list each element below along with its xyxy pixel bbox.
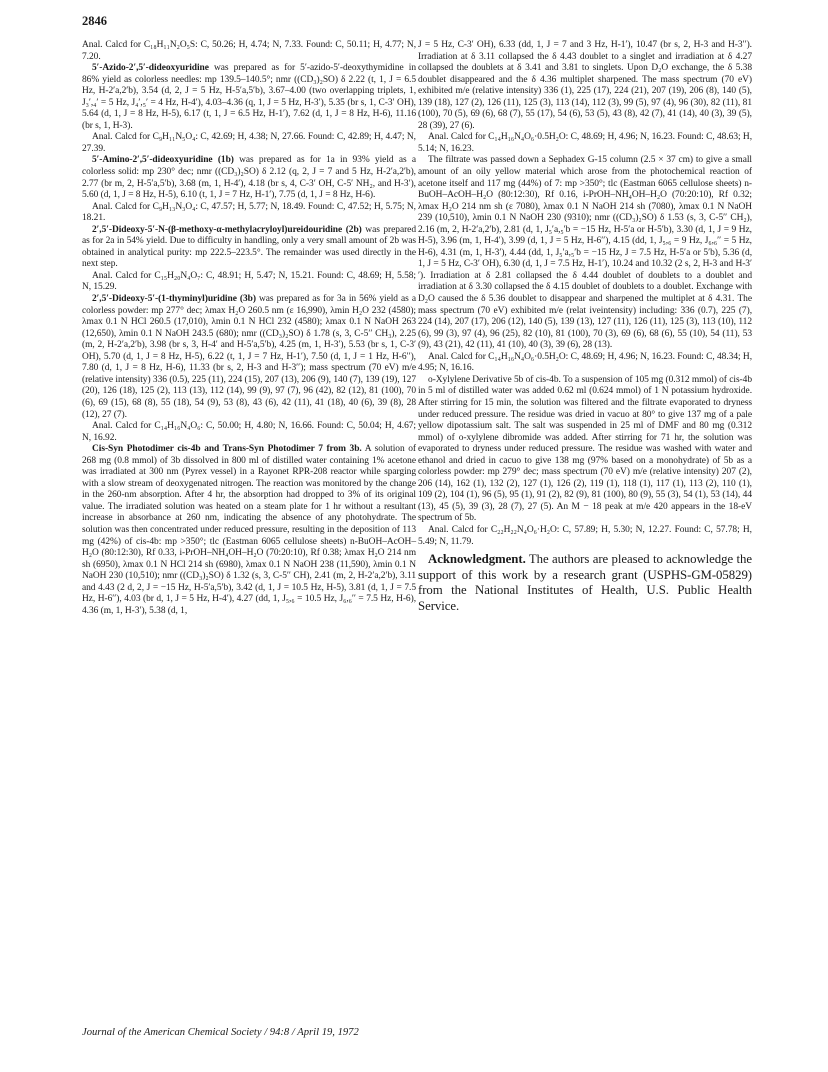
journal-footer: Journal of the American Chemical Society / 94:8 / April 19, 1972: [82, 1027, 359, 1038]
compound-heading: 5′-Amino-2′,5′-dideoxyuridine (1b): [92, 155, 234, 166]
paragraph: J = 5 Hz, C-3′ OH), 6.33 (dd, 1, J = 7 and 3 Hz, H-1′), 10.47 (br s, 2, H-3 and H-3′′). Irradiation at δ 3.11 collapsed the δ 4.43 doublet to a singlet and irradiation at δ 4.27 collapsed the doublets at δ 3.41 and 3.81 to singlets. Upon D₂O exchange, the δ 5.38 doublet disappeared and the δ 4.36 multiplet sharpened. The mass spectrum (70 eV) exhibited m/e (relative intensity) 336 (1), 225 (17), 224 (21), 207 (19), 206 (8), 140 (5), 139 (18), 127 (2), 126 (11), 125 (3), 113 (14), 112 (3), 99 (5), 97 (4), 96 (30), 82 (11), 81 (100), 70 (5), 69 (6), 68 (7), 55 (17), 54 (6), 53 (5), 43 (8), 42 (7), 41 (14), 40 (3), 39 (5), 28 (39), 27 (6).: [418, 40, 752, 131]
paragraph: Anal. Calcd for C₉H₁₁N₅O₄: C, 42.69; H, 4.38; N, 27.66. Found: C, 42.89; H, 4.47; N, 27.39.: [82, 132, 416, 154]
paragraph: o-Xylylene Derivative 5b of cis-4b. To a suspension of 105 mg (0.312 mmol) of cis-4b in 5 ml of distilled water was added 0.62 ml (0.624 mmol) of 1 N potassium hydroxide. After stirring for 15 min, the solution was filtered and the filtrate evaporated to dryness under reduced pressure. The residue was dried in vacuo at 80° to give 137 mg of a pale yellow dipotassium salt. The salt was suspended in 25 ml of DMF and 80 mg (0.312 mmol) of o-xylylene dibromide was added. After stirring for 71 hr, the solution was evaporated to dryness under reduced pressure. The residue was washed with water and ethanol and dried in cacuo to give 138 mg (97% based on a monohydrate) of 5b as a colorless powder: mp 279° dec; mass spectrum (70 eV) m/e (relative intensity) 207 (2), 206 (14), 162 (1), 132 (2), 127 (1), 126 (2), 119 (1), 118 (1), 117 (1), 113 (2), 110 (1), 109 (2), 104 (1), 96 (5), 95 (1), 91 (2), 82 (9), 81 (100), 80 (9), 55 (3), 54 (1), 53 (14), 44 (13), 45 (5), 39 (3), 28 (7), 27 (5). An M − 18 peak at m/e 420 appears in the 18-eV spectrum of 5b.: [418, 374, 752, 524]
acknowledgment: [418, 552, 752, 614]
paragraph: Anal. Calcd for C₁₅H₂₀N₄O₇: C, 48.91; H, 5.47; N, 15.21. Found: C, 48.69; H, 5.58; N, 15.29.: [82, 270, 416, 293]
paragraph: 2′,5′-Dideoxy-5′-(1-thyminyl)uridine (3b) was prepared as for 3a in 56% yield as a colorless powder: mp 277° dec; λmax H₂O 260.5 nm (ε 16,990), λmin H₂O 232 (4580); λmax 0.1 N HCl 260.5 (17,010), λmin 0.1 N HCl 232 (4580); λmax 0.1 N NaOH 263 (12,650), λmin 0.1 N NaOH 243.5 (680); nmr ((CD₃)₂SO) δ 1.78 (s, 3, C-5′′ CH₃), 2.25 (m, 2, H-2′a,2′b), 3.98 (br s, 3, H-4′ and H-5′a,5′b), 4.25 (m, 1, H-3′), 5.53 (br s, 1, C-3′ OH), 5.70 (d, 1, J = 8 Hz, H-5), 6.22 (t, 1, J = 7 Hz, H-1′), 7.50 (d, 1, J = 1 Hz, H-6′′), 7.80 (d, 1, J = 8 Hz, H-6), 11.33 (br s, 2, H-3 and H-3′′); mass spectrum (70 eV) m/e (relative intensity) 336 (0.5), 225 (11), 224 (15), 207 (13), 206 (9), 140 (7), 139 (19), 127 (20), 126 (18), 125 (2), 113 (13), 112 (14), 99 (9), 97 (7), 96 (42), 82 (12), 81 (100), 70 (6), 69 (15), 68 (8), 55 (18), 54 (9), 53 (8), 43 (6), 42 (11), 41 (18), 40 (6), 39 (8), 28 (12), 27 (7).: [82, 294, 416, 420]
paragraph: Anal. Calcd for C₁₄H₁₆N₄O₆·0.5H₂O: C, 48.69; H, 4.96; N, 16.23. Found: C, 48.63; H, 5.14; N, 16.23.: [418, 132, 752, 154]
acknowledgment-label: Acknowledgment.: [428, 552, 526, 567]
paragraph: Anal. Calcd for C₂₂H₂₂N₄O₆·H₂O: C, 57.89; H, 5.30; N, 12.27. Found: C, 57.78; H, 5.49; N, 11.79.: [418, 524, 752, 547]
paragraph: The filtrate was passed down a Sephadex G-15 column (2.5 × 37 cm) to give a small amount of an oily yellow material which arose from the photochemical reaction of acetone itself and 117 mg (44%) of 7: mp >350°; tlc (Eastman 6065 cellulose sheets) n-BuOH–AcOH–H₂O (80:12:30), Rf 0.16, i-PrOH–NH₄OH–H₂O (70:20:10), Rf 0.32; λmax H₂O 214 nm sh (ε 7080), λmax 0.1 N NaOH 214 sh (7080), λmax 0.1 N NaOH 239 (10,510), λmin 0.1 N NaOH 230 (9310); nmr ((CD₃)₂SO) δ 1.53 (s, 3, C-5′′ CH₂), 2.16 (m, 2, H-2′a,2′b), 2.81 (d, 1, J₅′a,₅′b = −15 Hz, H-5′a or H-5′b), 3.30 (d, 1, J = 9 Hz, H-5), 3.96 (m, 1, H-4′), 3.99 (d, 1, J = 5 Hz, H-6′′), 4.15 (dd, 1, J₅,₆ = 9 Hz, J₆,₆′′ = 5 Hz, H-6), 4.31 (m, 1, H-3′), 4.44 (dd, 1, J₅′a,₅′b = −15 Hz, J = 7.5 Hz, H-5′a or 5′b), 5.36 (d, 1, J = 5 Hz, C-3′ OH), 6.30 (d, 1, J = 7.5 Hz, H-1′), 10.24 and 10.32 (2 s, 2, H-3 and H-3′′). Irradiation at δ 2.81 collapsed the δ 4.44 doublet of doublets to a doublet and irradiation at δ 3.30 collapsed the δ 4.15 doublet of doublets to a doublet. Exchange with D₂O caused the δ 5.36 doublet to disappear and sharpened the multiplet at δ 4.31. The mass spectrum (70 eV) exhibited m/e (relat iveintensity) including: 336 (0.7), 225 (7), 224 (14), 207 (17), 206 (12), 140 (5), 139 (13), 127 (11), 126 (11), 125 (3), 113 (10), 112 (6), 99 (3), 97 (4), 96 (25), 82 (10), 81 (100), 70 (3), 69 (6), 68 (6), 55 (10), 54 (11), 53 (9), 43 (21), 42 (11), 41 (10), 40 (3), 39 (6), 28 (13).: [418, 155, 752, 351]
section-heading: Cis-Syn Photodimer cis-4b and Trans-Syn Photodimer 7 from 3b.: [92, 444, 362, 455]
acknowledgment-text: The authors are pleased to acknowledge the support of this work by a research grant (USPHS-GM-05829) from the National Institutes of Health, U.S. Public Health Service.: [418, 552, 752, 613]
paragraph: Anal. Calcd for C₁₄H₁₆N₄O₆: C, 50.00; H, 4.80; N, 16.66. Found: C, 50.04; H, 4.67; N, 16.92.: [82, 421, 416, 443]
compound-heading: 2′,5′-Dideoxy-5′-N-(β-methoxy-α-methylacryloyl)ureidouridine (2b): [92, 224, 362, 235]
compound-heading: 5′-Azido-2′,5′-dideoxyuridine: [92, 63, 209, 74]
paragraph: Cis-Syn Photodimer cis-4b and Trans-Syn Photodimer 7 from 3b. A solution of 268 mg (0.8 mmol) of 3b dissolved in 800 ml of distilled water containing 1% acetone was irradiated at 300 nm (Pyrex vessel) in a Rayonet RPR-208 reactor while sparging with a slow stream of deoxygenated nitrogen. The reaction was monitored by the change in the 260-nm absorption. After 4 hr, the absorption had dropped to 3% of its original value. The irradiated solution was heated on a steam plate for 1 hr without a resultant increase in absorbance at 260 nm, indicating the absence of any photohydrate. The solution was then concentrated under reduced pressure, resulting in the deposition of 113 mg (42%) of cis-4b: mp >350°; tlc (Eastman 6065 cellulose sheets) n-BuOH–AcOH–H₂O (80:12:30), Rf 0.33, i-PrOH–NH₄OH–H₂O (70:20:10), Rf 0.38; λmax H₂O 214 nm sh (6950), λmax 0.1 N HCl 214 sh (6980), λmax 0.1 N NaOH 238 (11,590), λmin 0.1 N NaOH 230 (10,510); nmr ((CD₃)₂SO) δ 1.32 (s, 3, C-5′′ CH), 2.41 (m, 2, H-2′a,2′b), 3.11 and 4.43 (2 d, 2, J = −15 Hz, H-5′a,5′b), 3.42 (d, 1, J = 10.5 Hz, H-5), 3.81 (d, 1, J = 7.5 Hz, H-6′′), 4.03 (br d, 1, J = 5 Hz, H-4′), 4.27 (dd, 1, J₅,₆ = 10.5 Hz, J₆,₆′′ = 7.5 Hz, H-6), 4.36 (m, 1, H-3′), 5.38 (d, 1,: [82, 444, 416, 616]
left-column: [82, 40, 416, 617]
paragraph: 5′-Amino-2′,5′-dideoxyuridine (1b) was prepared as for 1a in 93% yield as a colorless solid: mp 230° dec; nmr ((CD₃)₂SO) δ 2.12 (q, 2, J = 7 and 5 Hz, H-2′a,2′b), 2.77 (br m, 2, H-5′a,5′b), 3.68 (m, 1, H-4′), 4.18 (br s, 4, C-3′ OH, C-5′ NH₂, and H-3′), 5.60 (d, 1, J = 8 Hz, H-5), 6.10 (t, 1, J = 7 Hz, H-1′), 7.75 (d, 1, J = 8 Hz, H-6).: [82, 155, 416, 201]
paragraph: 5′-Azido-2′,5′-dideoxyuridine was prepared as for 5′-azido-5′-deoxythymidine in 86% yield as colorless needles: mp 139.5–140.5°; nmr ((CD₃)₂SO) δ 2.22 (t, 1, J = 6.5 Hz, H-2′a,2′b), 3.54 (d, 2, J = 5 Hz, H-5′a,5′b), 3.67–4.00 (two overlapping triplets, 1, J₃′,₄′ = 5 Hz, J₄′,₅′ = 4 Hz, H-4′), 4.03–4.36 (q, 1, J = 5 Hz, H-3′), 5.35 (br s, 1, C-3′ OH), 5.64 (d, 1, J = 8 Hz, H-5), 6.17 (t, 1, J = 6.5 Hz, H-1′), 7.62 (d, 1, J = 8 Hz, H-6), 11.16 (br s, 1, H-3).: [82, 63, 416, 131]
right-column: [418, 40, 752, 614]
compound-heading: 2′,5′-Dideoxy-5′-(1-thyminyl)uridine (3b): [92, 294, 256, 305]
paragraph: Anal. Calcd for C₁₈H₁₁N₂O₅S: C, 50.26; H, 4.74; N, 7.33. Found: C, 50.11; H, 4.77; N, 7.20.: [82, 40, 416, 62]
paragraph: 2′,5′-Dideoxy-5′-N-(β-methoxy-α-methylacryloyl)ureidouridine (2b) was prepared as for 2a in 54% yield. Due to difficulty in handling, only a very small amount of 2b was obtained in analytical purity: mp 222.5–223.5°. The remainder was used directly in the next step.: [82, 224, 416, 270]
paragraph: Anal. Calcd for C₉H₁₃N₃O₄: C, 47.57; H, 5.77; N, 18.49. Found: C, 47.52; H, 5.75; N, 18.21.: [82, 201, 416, 224]
page-number: 2846: [82, 14, 107, 28]
paragraph: Anal. Calcd for C₁₄H₁₆N₄O₆·0.5H₂O: C, 48.69; H, 4.96; N, 16.23. Found: C, 48.34; H, 4.95; N, 16.16.: [418, 351, 752, 374]
